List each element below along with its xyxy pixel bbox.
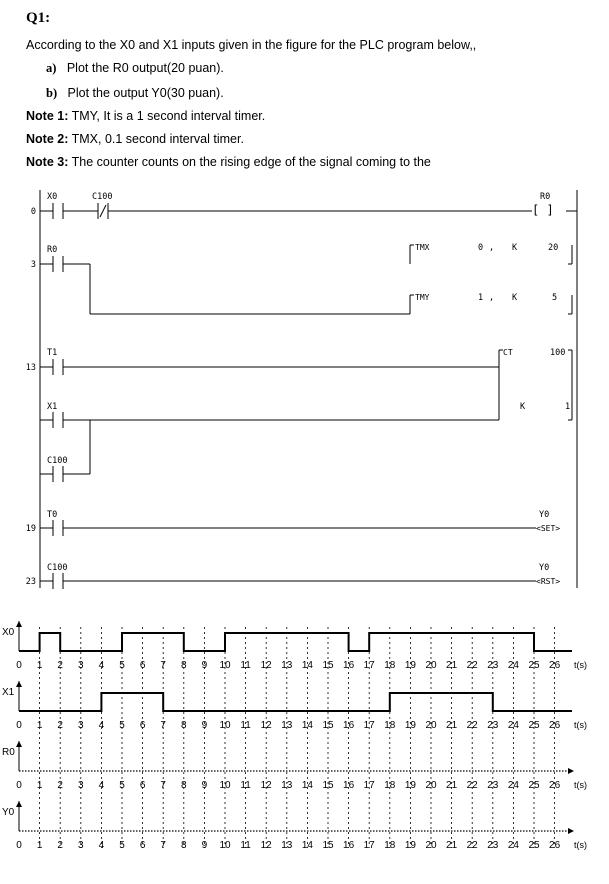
tick-y0-20: 20	[425, 840, 437, 851]
tick-x1-13: 13	[281, 720, 293, 731]
label-x1: X1	[47, 402, 58, 412]
tick-x0-8: 8	[181, 660, 187, 671]
note-3-text: The counter counts on the rising edge of the signal coming to the	[71, 155, 431, 169]
tmx-label: TMX	[415, 243, 430, 252]
tick-r0-20: 20	[425, 780, 437, 791]
tick-r0-15: 15	[322, 780, 334, 791]
tick-x0-26: 26	[549, 660, 561, 671]
tick-x0-9: 9	[201, 660, 208, 671]
waveform-x0	[19, 633, 572, 651]
tick-x1-21: 21	[446, 720, 458, 731]
tick-x0-6: 6	[139, 660, 146, 671]
tick-x1-7: 7	[160, 720, 166, 731]
tick-x0-24: 24	[507, 660, 519, 671]
tick-r0-21: 21	[446, 780, 458, 791]
tick-y0-9: 9	[201, 840, 208, 851]
tick-x0-3: 3	[78, 660, 84, 671]
tick-r0-5: 5	[119, 780, 125, 791]
tick-x0-20: 20	[425, 660, 437, 671]
tick-r0-22: 22	[466, 780, 478, 791]
ct-k: K	[520, 402, 526, 412]
tick-r0-17: 17	[363, 780, 375, 791]
tick-r0-6: 6	[139, 780, 146, 791]
tmx-value: 20	[548, 243, 559, 253]
part-a-letter: a)	[46, 61, 57, 75]
tick-x0-22: 22	[466, 660, 478, 671]
tick-y0-25: 25	[528, 840, 540, 851]
tick-x0-23: 23	[487, 660, 499, 671]
part-b-text: Plot the output Y0(30 puan).	[67, 86, 224, 100]
tick-x1-26: 26	[549, 720, 561, 731]
label-c100-nc: C100	[92, 192, 113, 202]
label-c100-rst: C100	[47, 563, 68, 573]
tick-x1-24: 24	[507, 720, 519, 731]
tick-r0-3: 3	[78, 780, 84, 791]
step-19: 19	[25, 524, 36, 534]
tick-y0-1: 1	[36, 840, 43, 851]
part-a-text: Plot the R0 output(20 puan).	[66, 61, 224, 75]
tick-x1-17: 17	[363, 720, 375, 731]
tick-y0-26: 26	[549, 840, 561, 851]
tick-y0-8: 8	[181, 840, 187, 851]
tick-y0-0: 0	[16, 840, 22, 851]
waveform-x1	[19, 693, 572, 711]
tick-r0-16: 16	[343, 780, 355, 791]
tick-x1-18: 18	[384, 720, 396, 731]
y-axis-arrow-x0	[16, 621, 22, 627]
tick-y0-16: 16	[343, 840, 355, 851]
tick-r0-8: 8	[181, 780, 187, 791]
tick-x0-0: 0	[16, 660, 22, 671]
question-title: Q1:	[26, 10, 51, 26]
tick-x1-19: 19	[404, 720, 416, 731]
tmy-comma: ,	[489, 293, 495, 303]
step-13: 13	[25, 363, 36, 373]
signal-label-x0: X0	[2, 627, 15, 638]
tick-r0-10: 10	[219, 780, 231, 791]
tick-r0-19: 19	[404, 780, 416, 791]
tick-x1-0: 0	[16, 720, 22, 731]
tick-r0-26: 26	[549, 780, 561, 791]
signal-label-r0: R0	[2, 747, 15, 758]
tick-x1-2: 2	[57, 720, 63, 731]
tick-y0-19: 19	[404, 840, 416, 851]
tick-x0-4: 4	[98, 660, 105, 671]
contact-c100-nc-slash	[100, 205, 106, 217]
y0-set-coil: <SET>	[536, 524, 561, 533]
timing-diagram	[2, 621, 587, 851]
time-unit-y0: t(s)	[574, 840, 587, 850]
tick-x0-15: 15	[322, 660, 334, 671]
tick-r0-24: 24	[507, 780, 519, 791]
tick-y0-2: 2	[57, 840, 63, 851]
time-unit-r0: t(s)	[574, 780, 587, 790]
signal-label-x1: X1	[2, 687, 15, 698]
tick-x1-14: 14	[301, 720, 313, 731]
tick-x0-17: 17	[363, 660, 375, 671]
tick-r0-13: 13	[281, 780, 293, 791]
tick-y0-21: 21	[446, 840, 458, 851]
tick-x0-5: 5	[119, 660, 125, 671]
note-1-text: TMY, It is a 1 second interval timer.	[71, 109, 266, 123]
tick-y0-5: 5	[119, 840, 125, 851]
tick-x1-11: 11	[240, 720, 251, 731]
tick-y0-10: 10	[219, 840, 231, 851]
tmx-k: K	[512, 243, 518, 253]
tick-y0-14: 14	[301, 840, 313, 851]
tmx-comma: ,	[489, 243, 495, 253]
step-3: 3	[30, 260, 36, 270]
tick-x1-3: 3	[78, 720, 84, 731]
part-b-letter: b)	[46, 86, 58, 100]
tick-x1-20: 20	[425, 720, 437, 731]
signal-label-y0: Y0	[2, 807, 15, 818]
time-unit-x0: t(s)	[574, 660, 587, 670]
tick-x0-7: 7	[160, 660, 166, 671]
tick-y0-17: 17	[363, 840, 375, 851]
note-3-label: Note 3:	[26, 155, 69, 169]
tick-y0-7: 7	[160, 840, 166, 851]
step-23: 23	[25, 577, 36, 587]
ct-label: CT	[503, 348, 513, 357]
y0-rst-coil: <RST>	[536, 577, 561, 586]
tick-r0-2: 2	[57, 780, 63, 791]
ct-k-value: 1	[565, 402, 571, 412]
tick-y0-12: 12	[260, 840, 272, 851]
ladder-diagram	[40, 190, 577, 589]
tick-y0-6: 6	[139, 840, 146, 851]
note-1-label: Note 1:	[26, 109, 69, 123]
tick-r0-0: 0	[16, 780, 22, 791]
time-axis-arrow-r0	[568, 768, 574, 774]
tick-r0-11: 11	[240, 780, 251, 791]
tick-x0-18: 18	[384, 660, 396, 671]
y-axis-arrow-r0	[16, 741, 22, 747]
tick-x0-12: 12	[260, 660, 272, 671]
tick-x0-10: 10	[219, 660, 231, 671]
question-intro: According to the X0 and X1 inputs given in the figure for the PLC program below,,	[26, 38, 477, 52]
tick-x0-19: 19	[404, 660, 416, 671]
label-r0-contact: R0	[47, 245, 58, 255]
tick-r0-4: 4	[98, 780, 105, 791]
tick-r0-7: 7	[160, 780, 166, 791]
tmy-number: 1	[478, 293, 484, 303]
tick-x0-14: 14	[301, 660, 313, 671]
tick-x0-11: 11	[240, 660, 251, 671]
tick-x1-15: 15	[322, 720, 334, 731]
tick-x1-9: 9	[201, 720, 208, 731]
y0-rst-label: Y0	[539, 563, 550, 573]
tick-x0-16: 16	[343, 660, 355, 671]
tick-x1-10: 10	[219, 720, 231, 731]
y0-set-label: Y0	[539, 510, 550, 520]
tick-y0-3: 3	[78, 840, 84, 851]
tick-r0-23: 23	[487, 780, 499, 791]
tick-r0-12: 12	[260, 780, 272, 791]
tick-r0-25: 25	[528, 780, 540, 791]
label-t0: T0	[47, 510, 58, 520]
tick-x1-8: 8	[181, 720, 187, 731]
label-c100-par: C100	[47, 456, 68, 466]
tick-x0-2: 2	[57, 660, 63, 671]
tick-x1-1: 1	[36, 720, 43, 731]
tick-x0-13: 13	[281, 660, 293, 671]
tmy-label: TMY	[415, 293, 430, 302]
tick-x1-22: 22	[466, 720, 478, 731]
tick-y0-4: 4	[98, 840, 105, 851]
tick-x1-4: 4	[98, 720, 105, 731]
tick-r0-9: 9	[201, 780, 208, 791]
tmy-k: K	[512, 293, 518, 303]
tmy-value: 5	[552, 293, 558, 303]
note-2-label: Note 2:	[26, 132, 69, 146]
r0-coil-symbol: [ ]	[532, 203, 554, 217]
tick-y0-22: 22	[466, 840, 478, 851]
tick-y0-15: 15	[322, 840, 334, 851]
label-x0: X0	[47, 192, 58, 202]
time-unit-x1: t(s)	[574, 720, 587, 730]
time-axis-arrow-y0	[568, 828, 574, 834]
y-axis-arrow-y0	[16, 801, 22, 807]
tick-y0-13: 13	[281, 840, 293, 851]
tick-r0-14: 14	[301, 780, 313, 791]
note-2-text: TMX, 0.1 second interval timer.	[71, 132, 244, 146]
tick-r0-18: 18	[384, 780, 396, 791]
label-r0-coil: R0	[540, 192, 551, 202]
tick-y0-23: 23	[487, 840, 499, 851]
tick-x0-25: 25	[528, 660, 540, 671]
tick-x1-6: 6	[139, 720, 146, 731]
tick-x1-12: 12	[260, 720, 272, 731]
tick-x0-21: 21	[446, 660, 458, 671]
tick-y0-24: 24	[507, 840, 519, 851]
step-0: 0	[30, 207, 36, 217]
tick-y0-18: 18	[384, 840, 396, 851]
tick-x1-5: 5	[119, 720, 125, 731]
ct-value: 100	[550, 348, 566, 358]
tick-x1-16: 16	[343, 720, 355, 731]
tick-r0-1: 1	[36, 780, 43, 791]
tick-x1-23: 23	[487, 720, 499, 731]
tick-x0-1: 1	[36, 660, 43, 671]
tick-x1-25: 25	[528, 720, 540, 731]
y-axis-arrow-x1	[16, 681, 22, 687]
tmx-number: 0	[478, 243, 484, 253]
label-t1: T1	[47, 348, 58, 358]
tick-y0-11: 11	[240, 840, 251, 851]
